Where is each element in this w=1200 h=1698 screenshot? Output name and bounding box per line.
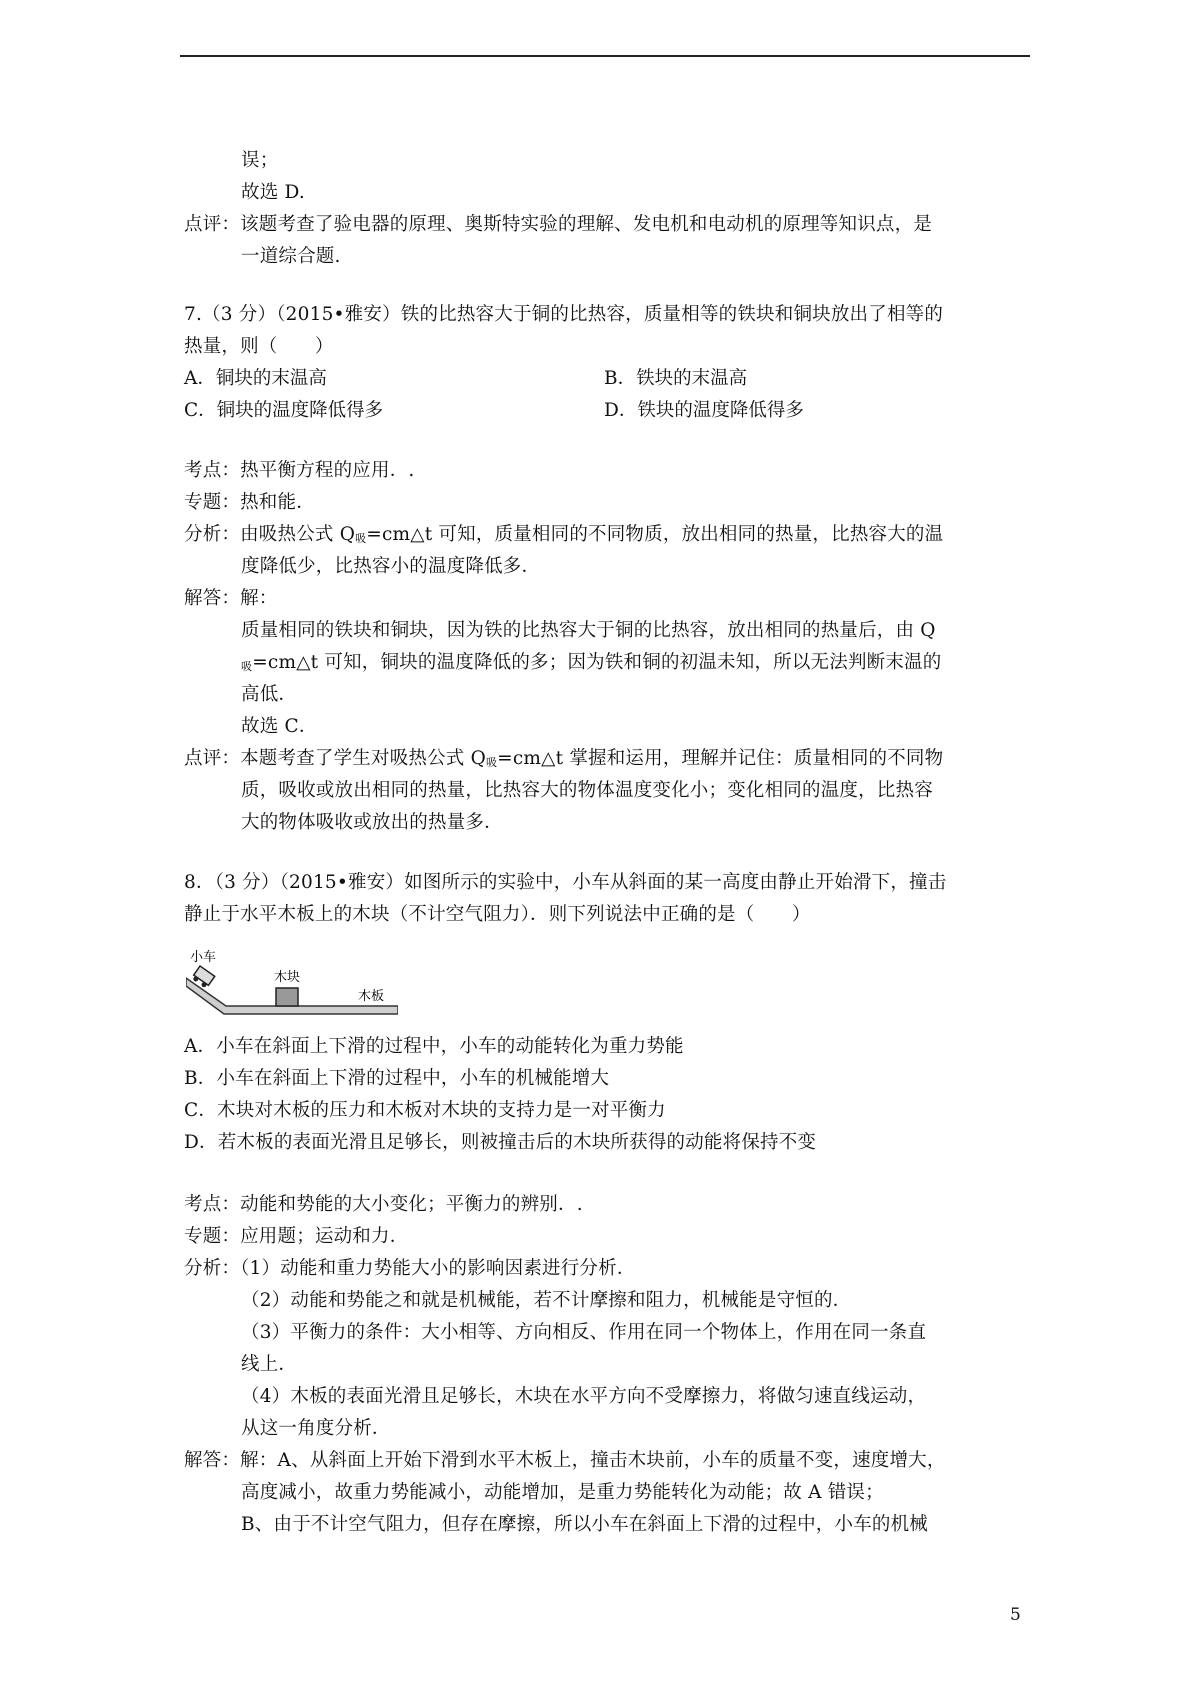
zhuanti-text: 热和能． [240,492,315,513]
q8-jieda [184,1448,946,1474]
figure-label-car: 小车 [190,950,217,965]
jieda-label: 解答： [184,588,241,609]
fenxi-text: （1）动能和重力势能大小的影响因素进行分析． [240,1258,636,1279]
text-line: 高低． [241,684,298,705]
comment-text: 该题考查了验电器的原理、奥斯特实验的理解、发电机和电动机的原理等知识点，是 [240,214,933,235]
text-line: 高度减小，故重力势能减小，动能增加，是重力势能转化为动能；故 A 错误； [241,1482,884,1503]
q7-jieda [184,586,278,612]
kaodian-label: 考点： [184,1194,241,1215]
dianping-text: 本题考查了学生对吸热公式 Q [240,748,486,769]
fenxi-label: 分析： [184,1258,241,1279]
subscript: 吸 [485,756,498,769]
figure-label-board: 木板 [358,989,385,1004]
kaodian-label: 考点： [184,460,241,481]
figure-label-block: 木块 [274,970,301,985]
fenxi-label: 分析： [184,524,241,545]
text-line: 质，吸收或放出相同的热量，比热容大的物体温度变化小；变化相同的温度，比热容 [241,780,933,801]
q8-kaodian [184,1192,583,1218]
q8-stem: 静止于水平木板上的木块（不计空气阻力）．则下列说法中正确的是（ ） [184,904,811,925]
header-rule [180,55,1030,57]
jieda-label: 解答： [184,1450,241,1471]
q8-fenxi [184,1256,636,1282]
text-line: （4）木板的表面光滑且足够长，木块在水平方向不受摩擦力，将做匀速直线运动， [241,1386,927,1407]
text-line: B、由于不计空气阻力，但存在摩擦，所以小车在斜面上下滑的过程中，小车的机械 [241,1514,928,1535]
text-line: 故选 C． [241,716,318,737]
q8-option-d: D．若木板的表面光滑且足够长，则被撞击后的木块所获得的动能将保持不变 [184,1132,817,1153]
text-line: 质量相同的铁块和铜块，因为铁的比热容大于铜的比热容，放出相同的热量后，由 Q [241,620,936,641]
q7-dianping [184,746,943,776]
q7-stem: 热量，则（ ） [184,336,334,357]
incline-figure [186,948,398,1018]
q8-zhuanti [184,1224,408,1250]
text-line: 故选 D. [241,182,305,203]
kaodian-text: 热平衡方程的应用．. [240,460,415,481]
q7-option-b: B．铁块的末温高 [604,368,748,389]
text-line [241,650,941,680]
text-line: 线上． [241,1354,298,1375]
q7-option-d: D．铁块的温度降低得多 [604,400,804,421]
dianping-label: 点评： [184,748,241,769]
q7-zhuanti [184,490,315,516]
text-line: 度降低少，比热容小的温度降低多． [241,556,541,577]
page-number: 5 [1010,1605,1021,1625]
text-line: （2）动能和势能之和就是机械能，若不计摩擦和阻力，机械能是守恒的． [241,1290,852,1311]
fenxi-text: =cm△t 可知，质量相同的不同物质，放出相同的热量，比热容大的温 [366,524,944,545]
dianping-text: =cm△t 掌握和运用，理解并记住：质量相同的不同物 [497,748,944,769]
kaodian-text: 动能和势能的大小变化；平衡力的辨别．. [240,1194,583,1215]
text-line: 误； [241,150,279,171]
subscript: 吸 [355,532,367,545]
comment-label: 点评： [184,214,241,235]
jieda-text: =cm△t 可知，铜块的温度降低的多；因为铁和铜的初温未知，所以无法判断末温的 [252,652,942,673]
q8-option-c: C．木块对木板的压力和木板对木块的支持力是一对平衡力 [184,1100,666,1121]
q7-fenxi [184,522,943,552]
q8-option-b: B．小车在斜面上下滑的过程中，小车的机械能增大 [184,1068,610,1089]
q8-option-a: A．小车在斜面上下滑的过程中，小车的动能转化为重力势能 [184,1036,684,1057]
q7-option-a: A．铜块的末温高 [184,368,327,389]
fenxi-text: 由吸热公式 Q [240,524,356,545]
comment-line [184,212,932,238]
zhuanti-text: 应用题；运动和力． [240,1226,409,1247]
text-line: 一道综合题. [241,246,341,267]
zhuanti-label: 专题： [184,1226,241,1247]
subscript: 吸 [241,660,253,673]
jieda-text: 解： [240,588,278,609]
text-line: （3）平衡力的条件：大小相等、方向相反、作用在同一个物体上，作用在同一条直 [241,1322,927,1343]
jieda-text: 解：A、从斜面上开始下滑到水平木板上，撞击木块前，小车的质量不变，速度增大， [240,1450,946,1471]
wood-block-icon [276,988,298,1006]
q7-stem: 7.（3 分）（2015•雅安）铁的比热容大于铜的比热容，质量相等的铁块和铜块放出了相等的 [184,304,944,325]
text-line: 大的物体吸收或放出的热量多． [241,812,503,833]
zhuanti-label: 专题： [184,492,241,513]
text-line: 从这一角度分析． [241,1418,391,1439]
q8-stem: 8．（3 分）（2015•雅安）如图所示的实验中，小车从斜面的某一高度由静止开始滑下，撞击 [184,872,947,893]
q7-kaodian [184,458,415,484]
q7-option-c: C．铜块的温度降低得多 [184,400,384,421]
